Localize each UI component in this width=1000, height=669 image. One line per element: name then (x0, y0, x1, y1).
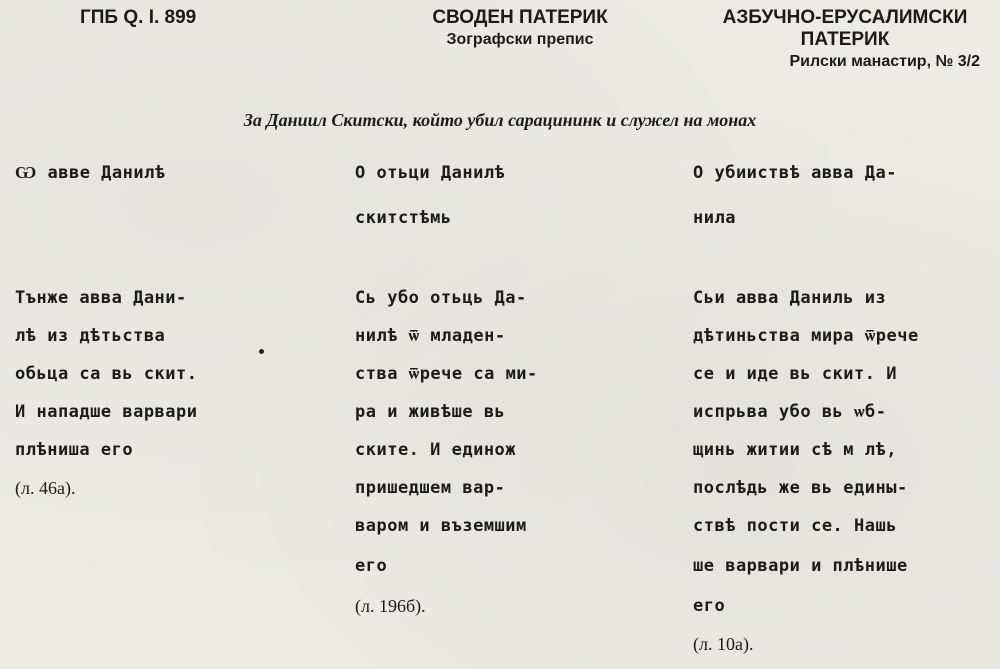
text-line: его (355, 556, 388, 576)
section-caption: За Даниил Скитски, който убил сарацининк и служел на монах (243, 110, 757, 130)
text-line: плѣниша его (15, 440, 134, 460)
right-title-line-1: АЗБУЧНО-ЕРУСАЛИМСКИ (722, 7, 968, 28)
text-line: дѣтиньства мира ѿрече (693, 326, 919, 346)
text-line: се и иде вь скит. И (693, 364, 897, 384)
text-line: И нападше варвари (15, 402, 198, 422)
text-line: его (693, 596, 726, 616)
text-line: испрьва убо вь ѡб- (693, 402, 887, 422)
text-line: обьца са вь скит. (15, 364, 198, 384)
text-line: Сьи авва Даниль из (693, 288, 887, 308)
folio-reference: (л. 10а). (693, 634, 754, 654)
text-line: ра и живѣше вь (355, 402, 506, 422)
middle-title: СВОДЕН ПАТЕРИК (432, 7, 608, 28)
right-title-line-2: ПАТЕРИК (800, 29, 890, 50)
column-title-line: Ѡ авве Данилѣ (15, 163, 166, 183)
ink-speck (259, 349, 264, 354)
text-line: щинь житии сѣ м лѣ, (693, 440, 897, 460)
folio-reference: (л. 46а). (15, 478, 76, 498)
text-line: нилѣ ѿ младен- (355, 326, 506, 346)
manuscript-shelfmark (80, 7, 196, 29)
text-line: пришедшем вар- (355, 478, 506, 498)
text-line: лѣ из дѣтьства (15, 326, 166, 346)
header-middle (405, 7, 635, 51)
text-line: Сь убо отьць Да- (355, 288, 527, 308)
middle-subtitle: Зографски препис (446, 31, 594, 48)
text-line: послѣдь же вь едины- (693, 478, 908, 498)
right-subtitle: Рилски манастир, № 3/2 (789, 53, 980, 70)
shelfmark-text: ГПБ Q. I. 899 (80, 7, 197, 28)
text-line: варом и въземшим (355, 516, 527, 536)
column-title-line: О отьци Данилѣ (355, 163, 506, 183)
column-title-line: скитстѣмь (355, 208, 452, 228)
text-line: ствѣ пости се. Нашь (693, 516, 897, 536)
text-line: Тънже авва Дани- (15, 288, 187, 308)
header-right (690, 7, 1000, 73)
text-line: ства ѿрече са ми- (355, 364, 538, 384)
folio-reference: (л. 196б). (355, 596, 426, 616)
text-line: ше варвари и плѣнише (693, 556, 908, 576)
column-title-line: нила (693, 208, 736, 228)
column-title-line: О убииствѣ авва Да- (693, 163, 897, 183)
text-line: ските. И единож (355, 440, 517, 460)
